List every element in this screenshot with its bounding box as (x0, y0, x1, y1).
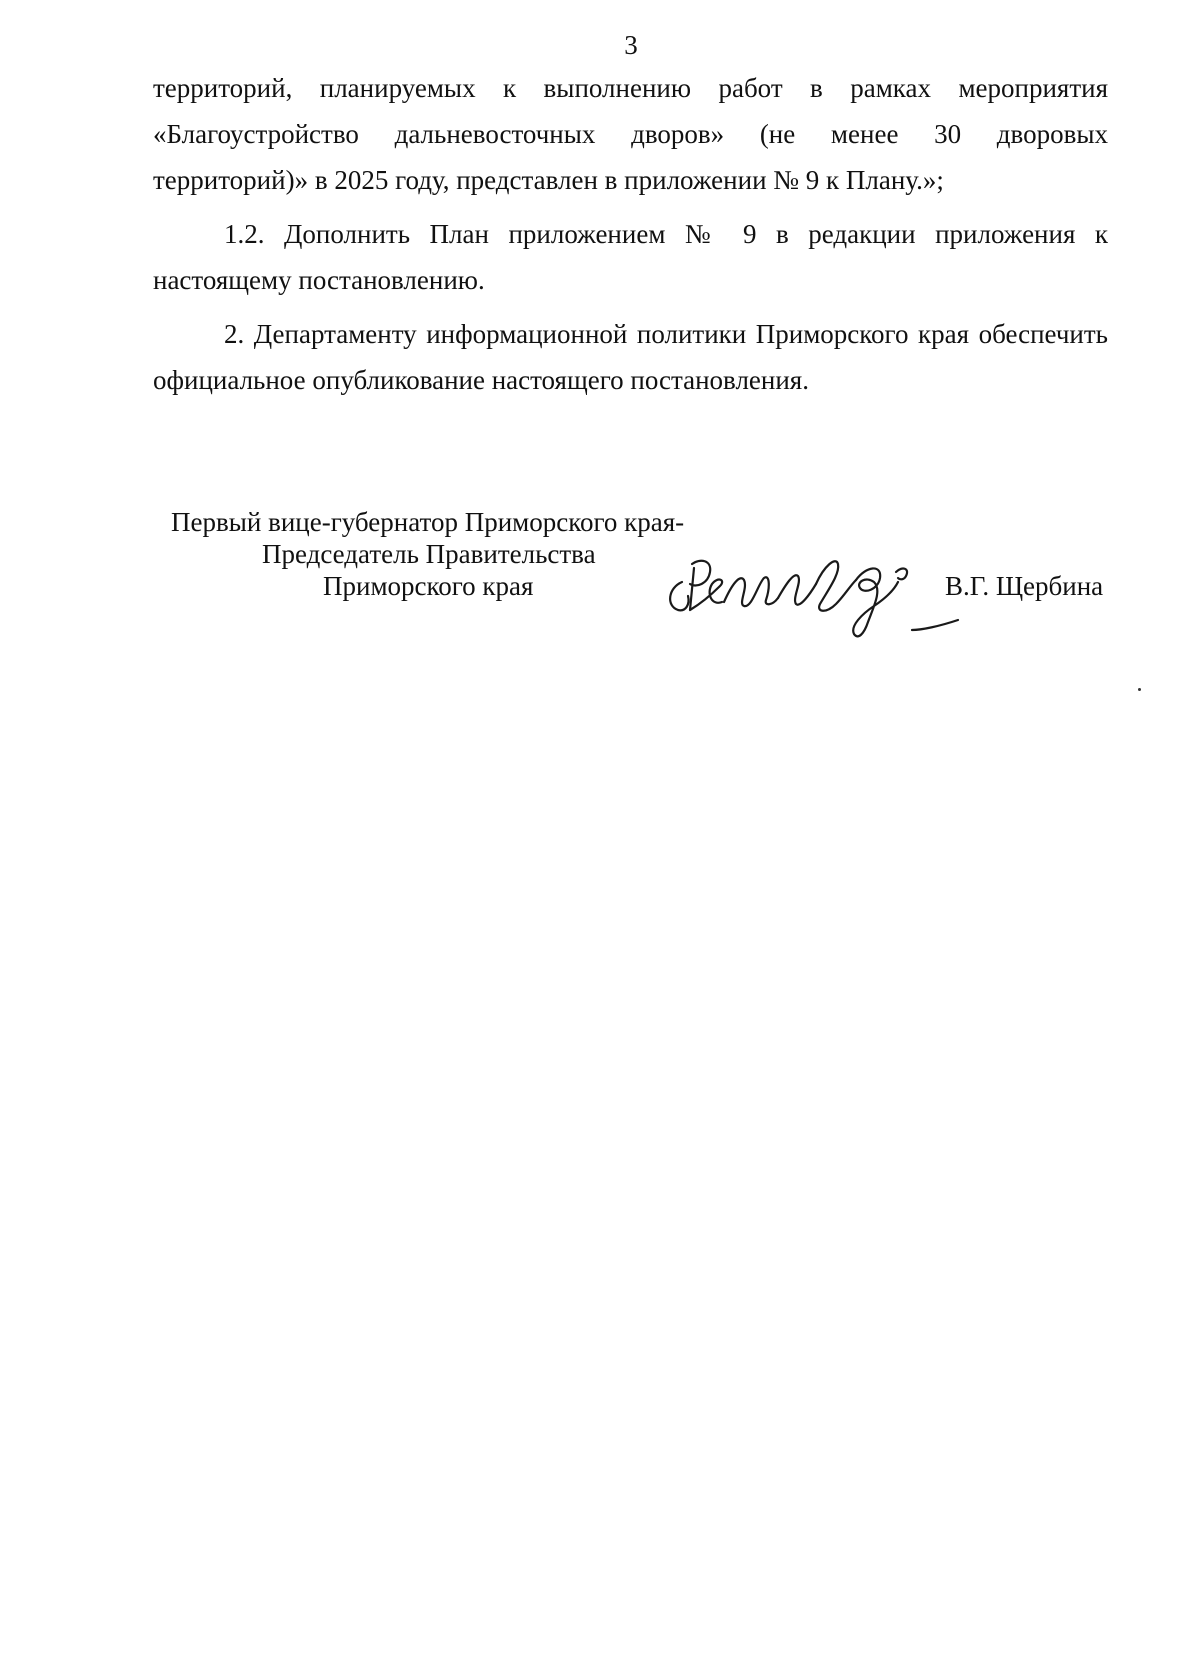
paragraph-item-2: 2. Департаменту информационной политики Приморского края обеспечить официальное опубликование настоящего постановления. (153, 319, 1108, 395)
signatory-title-line-1: Первый вице-губернатор Приморского края- (171, 507, 685, 537)
scan-artifact-dot (1138, 688, 1141, 691)
page-number: 3 (624, 30, 638, 60)
signature-block (0, 506, 1200, 646)
document-body (153, 65, 1108, 411)
signatory-name: В.Г. Щербина (945, 571, 1104, 601)
continuation-line-2: «Благоустройство дальневосточных дворов» (не менее 30 дворовых (153, 119, 1108, 149)
signatory-title-line-2: Председатель Правительства (262, 539, 596, 569)
handwritten-signature (660, 544, 960, 654)
paragraph-item-1-2: 1.2. Дополнить План приложением № 9 в редакции приложения к настоящему постановлению. (153, 219, 1108, 295)
signatory-title-line-3: Приморского края (323, 571, 534, 601)
continuation-line-1: территорий, планируемых к выполнению работ в рамках мероприятия (153, 73, 1108, 103)
continuation-line-3: территорий)» в 2025 году, представлен в приложении № 9 к Плану.»; (153, 165, 944, 195)
